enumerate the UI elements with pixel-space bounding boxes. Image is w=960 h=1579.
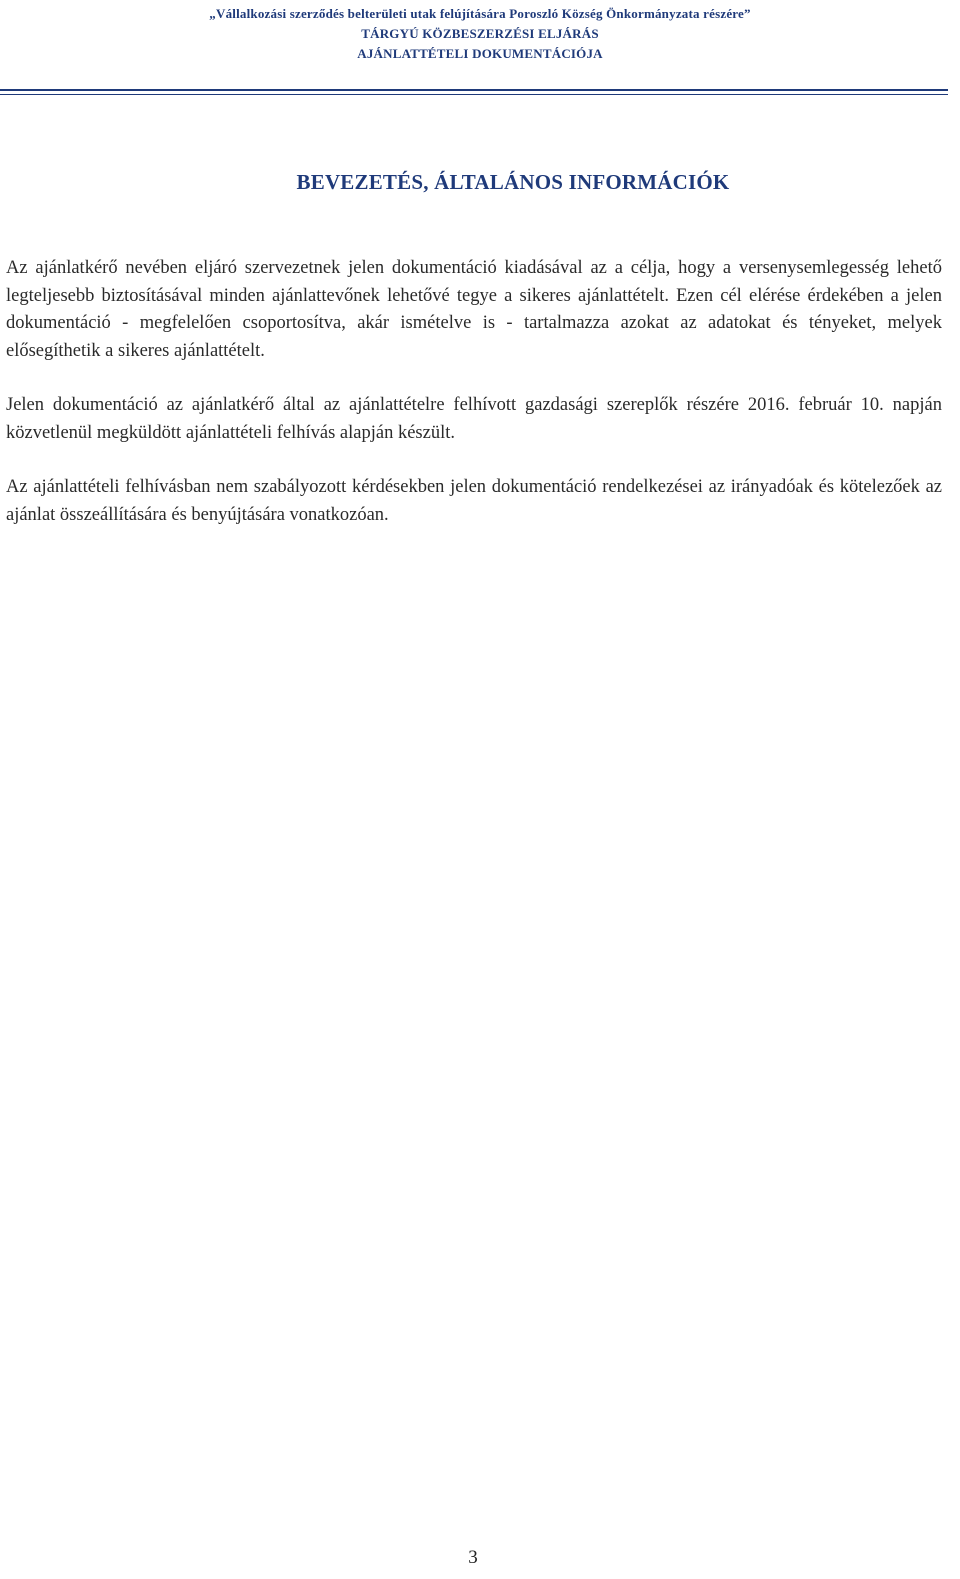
header-title-line: „Vállalkozási szerződés belterületi utak felújítására Poroszló Község Önkormányzata részére” [209, 6, 751, 21]
section-heading: BEVEZETÉS, ÁLTALÁNOS INFORMÁCIÓK [296, 170, 730, 194]
section-body [6, 255, 942, 556]
paragraph-basis: Jelen dokumentáció az ajánlatkérő által az ajánlattételre felhívott gazdasági szereplők részére 2016. február 10. napján közvetlenül megküldött ajánlattételi felhívás alapján készült. [6, 395, 942, 443]
paragraph-intro: Az ajánlatkérő nevében eljáró szervezetnek jelen dokumentáció kiadásával az a célja, hogy a versenysemlegesség lehető legteljesebb biztosításával minden ajánlattevőnek lehetővé tegye a sikeres ajánlattételt. Ezen cél elérése érdekében a jelen dokumentáció - megfelelően csoportosítva, akár ismételve is - tartalmazza azokat az adatokat és tényeket, melyek elősegíthetik a sikeres ajánlattételt. [6, 258, 942, 361]
header-subtitle-line: TÁRGYÚ KÖZBESZERZÉSI ELJÁRÁS [361, 26, 599, 41]
page-header [0, 0, 960, 64]
paragraph-governing-rules: Az ajánlattételi felhívásban nem szabályozott kérdésekben jelen dokumentáció rendelkezései az irányadóak és kötelezőek az ajánlat összeállítására és benyújtására vonatkozóan. [6, 477, 942, 525]
header-divider [0, 89, 948, 95]
header-document-line: AJÁNLATTÉTELI DOKUMENTÁCIÓJA [357, 46, 603, 61]
page-number: 3 [468, 1547, 478, 1568]
